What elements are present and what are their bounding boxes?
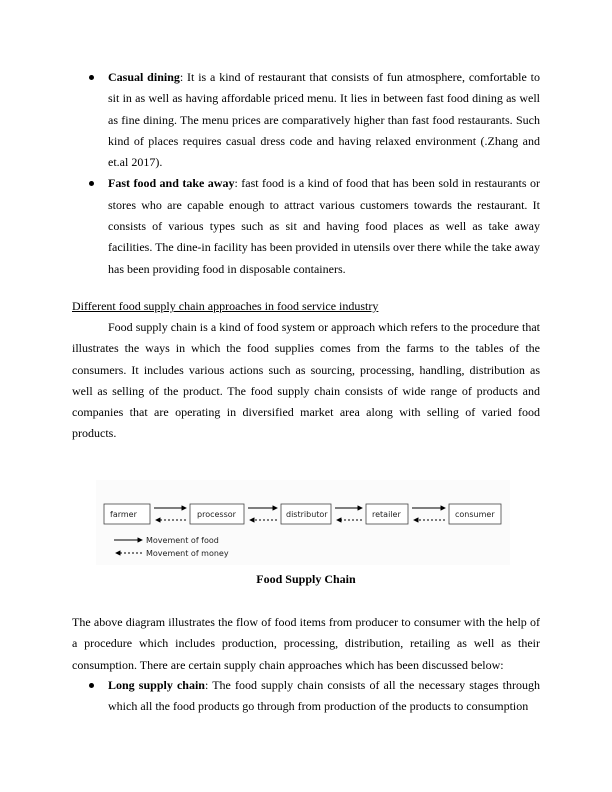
food-supply-chain-diagram — [96, 480, 510, 565]
node-label: consumer — [455, 510, 495, 519]
node-label: retailer — [372, 510, 401, 519]
legend-food-label: Movement of food — [146, 536, 219, 545]
list-item — [72, 67, 540, 173]
bullet-icon — [89, 75, 94, 80]
list-item — [72, 173, 540, 279]
bullet-text: : fast food is a kind of food that has been sold in restaurants or stores who are capable enough to attract various customers towards the restaurant. It consists of various types such as sit and having food places as well as take away facilities. The dine-in facility has been provided in utensils over there while the take away has been providing food in disposable containers. — [108, 176, 540, 276]
node-consumer — [449, 504, 501, 524]
figure-caption: Food Supply Chain — [256, 572, 356, 586]
node-farmer — [104, 504, 150, 524]
bullet-term: Long supply chain — [108, 678, 205, 692]
bullet-text: : The food supply chain consists of all the necessary stages through which all the food products go through from production of the products to consumption — [108, 678, 540, 714]
section-heading: Different food supply chain approaches in food service industry — [72, 299, 379, 313]
diagram-legend — [114, 536, 229, 558]
legend-money-label: Movement of money — [146, 549, 229, 558]
bullet-term: Casual dining — [108, 70, 180, 84]
paragraph-food-supply-chain: Food supply chain is a kind of food system or approach which refers to the procedure that illustrates the ways in which the food supplies comes from the farms to the tables of the consumers. It includes various actions such as sourcing, processing, handling, distribution as well as selling of the product. The food supply chain consists of wide range of products and companies that are operating in diversified market area along with selling of varied food products. — [72, 320, 540, 441]
bullet-icon — [89, 683, 94, 688]
node-retailer — [366, 504, 408, 524]
bullet-list-restaurant-types — [72, 67, 540, 280]
bullet-icon — [89, 181, 94, 186]
node-processor — [190, 504, 244, 524]
bullet-text: : It is a kind of restaurant that consists of fun atmosphere, comfortable to sit in as well as having affordable priced menu. It lies in between fast food dining as well as fine dining. The menu prices are comparatively higher than fast food restaurants. Such kind of places requires casual dress code and having relaxed environment (.Zhang and et.al 2017). — [108, 70, 540, 170]
node-label: farmer — [110, 510, 137, 519]
node-label: distributor — [286, 510, 328, 519]
node-label: processor — [197, 510, 236, 519]
bullet-list-supply-chain-approaches — [72, 675, 540, 718]
paragraph-diagram-description: The above diagram illustrates the flow of food items from producer to consumer with the help of a procedure which includes production, processing, distribution, retailing as well as their consumption. There are certain supply chain approaches which has been discussed below: — [72, 615, 540, 672]
node-distributor — [281, 504, 331, 524]
list-item — [72, 675, 540, 718]
bullet-term: Fast food and take away — [108, 176, 235, 191]
